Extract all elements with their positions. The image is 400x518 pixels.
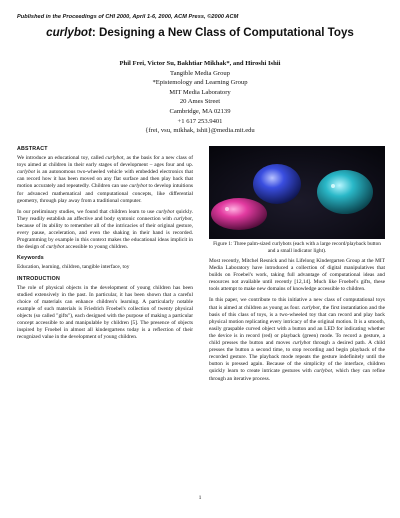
author-block [0, 59, 400, 136]
abstract-heading: ABSTRACT [17, 146, 48, 152]
page-number: 1 [198, 495, 202, 501]
paper-title [0, 26, 400, 39]
affiliation-line: +1 617 253.9401 [177, 117, 223, 125]
blue-curlybot [253, 164, 301, 204]
affiliation-line: Cambridge, MA 02139 [169, 107, 231, 115]
right-paragraph-1: Most recently, Mitchel Resnick and his Lifelong Kindergarten Group at the MIT Media Laboratory have introduced a collection of digital manipulatives that builds on Froebel's work, taking full advantage of computational ideas and resources not available until recently [12,14]. Much like Froebel's gifts, these tools attempt to make new domains of knowledge accessible to children. [209, 258, 385, 293]
affiliation-line: 20 Ames Street [179, 98, 221, 106]
left-column [17, 146, 193, 341]
author-names: Phil Frei, Victor Su, Bakhtiar Mikhak*, and Hiroshi Ishii [119, 60, 281, 67]
figure-curlybots-photo [209, 146, 385, 239]
abstract-paragraph-1: We introduce an educational toy, called curlybot, as the basis for a new class of toys aimed at children in their early stages of development – ages four and up. curlybot is an autonomous two-wheeled vehicle with embedded electronics that can record how it has been moved on any flat surface and then play back that motion accurately and repeatedly. Children can use curlybot to develop intuitions for advanced mathematical and computational concepts, like differential geometry, through play away from a traditional computer. [17, 155, 193, 204]
introduction-paragraph: The role of physical objects in the development of young children has been studied extensively in the past. In particular, it has been shown that a careful choice of materials can enhance children's learning. A particularly notable example of such materials is Friedrich Froebel's collection of twenty physical objects (so called "gifts"), each designed with the purpose of making a particular concept accessible to and manipulable by children [5]. The presence of objects inspired by Froebel in almost all kindergartens today is a reflection of their recognized value in the development of young children. [17, 284, 193, 341]
figure-caption: Figure 1: Three palm-sized curlybots (each with a large record/playback button and a small indicator light). [213, 241, 381, 254]
affiliation-line: Tangible Media Group [170, 69, 230, 77]
magenta-curlybot [211, 198, 267, 230]
abstract-paragraph-2: In our preliminary studies, we found that children learn to use curlybot quickly. They readily establish an affective and body syntonic connection with curlybot, because of its ability to remember all of the intricacies of their original gesture, every pause, acceleration, and even the shaking in their hand is recorded. Programming by example in this context makes the educational ideas implicit in the design of curlybot accessible to young children. [17, 208, 194, 251]
indicator-light-icon [331, 184, 335, 188]
title-emphasis: curlybot [46, 26, 92, 39]
publication-note: Published in the Proceedings of CHI 2000, April 1-6, 2000, ACM Press, ©2000 ACM [17, 14, 239, 20]
curlybots-illustration [209, 146, 385, 239]
affiliation-line: *Epistemology and Learning Group [152, 79, 248, 87]
introduction-heading: INTRODUCTION [17, 275, 61, 282]
title-rest: : Designing a New Class of Computational Toys [91, 26, 354, 39]
contact-email: {frei, vsu, mikhak, ishii}@media.mit.edu [145, 127, 255, 135]
keywords-heading: Keywords [17, 255, 44, 262]
indicator-light-icon [225, 207, 229, 211]
right-paragraph-2: In this paper, we contribute to this initiative a new class of computational toys that is aimed at children as young as four. curlybot, the first instantiation and the basis of this class of toys, is a two-wheeled toy that can record and play back physical motion replicating every intricacy of the original motion. It is a smooth, easily graspable curved object with a button and an LED for indicating whether the device is in record (red) or playback (green) mode. To record a gesture, a child presses the button and moves curlybot through a desired path. A child presses the button a second time, to stop recording and begin playback of the recorded gesture. The playback mode repeats the gesture indefinitely until the button is pressed again. Because of the simplicity of the interface, children quickly learn to create intricate gestures with curlybot, which they can refine through an iterative process. [209, 297, 385, 382]
teal-curlybot [317, 170, 373, 214]
keywords-text: Education, learning, children, tangible interface, toy [17, 264, 130, 271]
right-column [209, 258, 385, 383]
affiliation-line: MIT Media Laboratory [169, 88, 231, 96]
